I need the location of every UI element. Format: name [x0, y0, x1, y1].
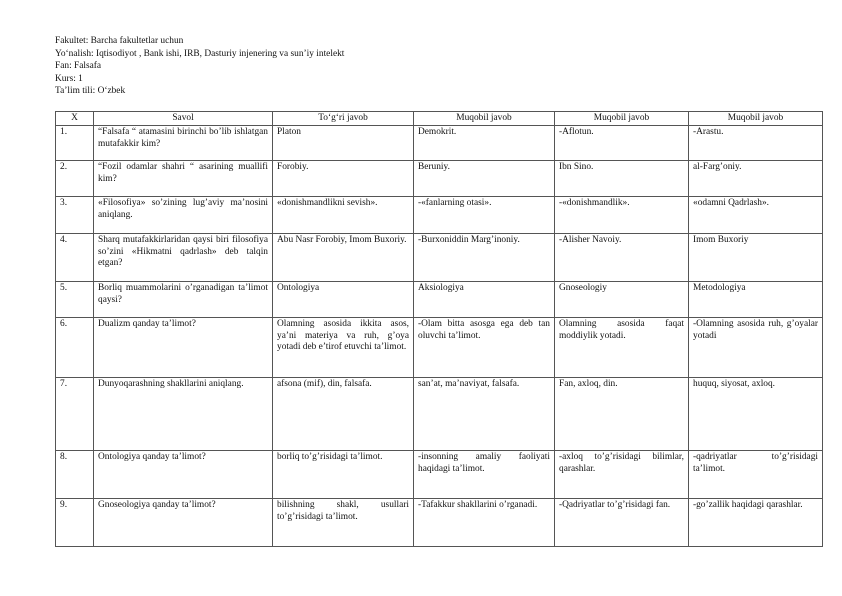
document-header: [55, 36, 344, 99]
alternative-answer-2: -Aflotun.: [555, 126, 689, 161]
alternative-answer-3: al-Farg’oniy.: [689, 161, 823, 197]
correct-answer: afsona (mif), din, falsafa.: [273, 378, 414, 451]
alternative-answer-2: Gnoseologiy: [555, 282, 689, 318]
question-text: Borliq muammolarini o’rganadigan ta’limot qaysi?: [94, 282, 273, 318]
question-number: 7.: [56, 378, 94, 451]
alternative-answer-2: Fan, axloq, din.: [555, 378, 689, 451]
alternative-answer-1: -Olam bitta asosga ega deb tan oluvchi ta’limot.: [414, 318, 555, 378]
column-header-question: Savol: [94, 112, 273, 126]
alternative-answer-1: -«fanlarning otasi».: [414, 197, 555, 234]
alternative-answer-3: -qadriyatlar to’g’risidagi ta’limot.: [689, 451, 823, 499]
alternative-answer-3: Metodologiya: [689, 282, 823, 318]
question-number: 9.: [56, 499, 94, 547]
table-row: [56, 378, 823, 451]
question-text: Ontologiya qanday ta’limot?: [94, 451, 273, 499]
faculty-line: Fakultet: Barcha fakultetlar uchun: [55, 36, 184, 46]
table-row: [56, 161, 823, 197]
column-header-number: X: [56, 112, 94, 126]
question-text: “Falsafa “ atamasini birinchi bo’lib ishlatgan mutafakkir kim?: [94, 126, 273, 161]
column-header-alternative-1: Muqobil javob: [414, 112, 555, 126]
alternative-answer-1: Beruniy.: [414, 161, 555, 197]
alternative-answer-1: -Burxoniddin Marg’inoniy.: [414, 234, 555, 282]
alternative-answer-1: Aksiologiya: [414, 282, 555, 318]
alternative-answer-2: -axloq to’g’risidagi bilimlar, qarashlar.: [555, 451, 689, 499]
questions-table: [55, 111, 823, 547]
alternative-answer-2: -Alisher Navoiy.: [555, 234, 689, 282]
alternative-answer-3: -go’zallik haqidagi qarashlar.: [689, 499, 823, 547]
column-header-alternative-2: Muqobil javob: [555, 112, 689, 126]
question-number: 3.: [56, 197, 94, 234]
table-header-row: [56, 112, 823, 126]
correct-answer: Platon: [273, 126, 414, 161]
direction-line: Yo‘nalish: Iqtisodiyot , Bank ishi, IRB, Dasturiy injenering va sun’iy intelekt: [55, 48, 345, 59]
question-number: 4.: [56, 234, 94, 282]
alternative-answer-1: -Tafakkur shakllarini o’rganadi.: [414, 499, 555, 547]
correct-answer: Abu Nasr Forobiy, Imom Buxoriy.: [273, 234, 414, 282]
course-line: Kurs: 1: [55, 73, 83, 84]
question-number: 8.: [56, 451, 94, 499]
subject-line: Fan: Falsafa: [55, 61, 102, 71]
question-text: Dualizm qanday ta’limot?: [94, 318, 273, 378]
alternative-answer-3: Imom Buxoriy: [689, 234, 823, 282]
alternative-answer-3: huquq, siyosat, axloq.: [689, 378, 823, 451]
alternative-answer-1: san’at, ma’naviyat, falsafa.: [414, 378, 555, 451]
question-number: 2.: [56, 161, 94, 197]
question-number: 1.: [56, 126, 94, 161]
alternative-answer-1: Demokrit.: [414, 126, 555, 161]
correct-answer: «donishmandlikni sevish».: [273, 197, 414, 234]
alternative-answer-2: Ibn Sino.: [555, 161, 689, 197]
alternative-answer-3: -Arastu.: [689, 126, 823, 161]
question-text: Dunyoqarashning shakllarini aniqlang.: [94, 378, 273, 451]
question-text: Sharq mutafakkirlaridan qaysi biri filosofiya so’zini «Hikmatni qadrlash» deb talqin etgan?: [94, 234, 273, 282]
table-row: [56, 197, 823, 234]
question-text: “Fozil odamlar shahri “ asarining muallifi kim?: [94, 161, 273, 197]
column-header-alternative-3: Muqobil javob: [689, 112, 823, 126]
table-row: [56, 318, 823, 378]
alternative-answer-3: -Olamning asosida ruh, g’oyalar yotadi: [689, 318, 823, 378]
alternative-answer-3: «odamni Qadrlash».: [689, 197, 823, 234]
correct-answer: Forobiy.: [273, 161, 414, 197]
table-row: [56, 282, 823, 318]
language-line: Ta’lim tili: O‘zbek: [55, 86, 126, 96]
table-row: [56, 499, 823, 547]
table-row: [56, 234, 823, 282]
alternative-answer-1: -insonning amaliy faoliyati haqidagi ta’limot.: [414, 451, 555, 499]
question-text: Gnoseologiya qanday ta’limot?: [94, 499, 273, 547]
correct-answer: bilishning shakl, usullari to’g’risidagi ta’limot.: [273, 499, 414, 547]
correct-answer: Ontologiya: [273, 282, 414, 318]
correct-answer: Olamning asosida ikkita asos, ya’ni materiya va ruh, g’oya yotadi deb e’tirof etuvchi ta’limot.: [273, 318, 414, 378]
table-row: [56, 451, 823, 499]
table-row: [56, 126, 823, 161]
question-number: 5.: [56, 282, 94, 318]
question-number: 6.: [56, 318, 94, 378]
alternative-answer-2: -Qadriyatlar to’g’risidagi fan.: [555, 499, 689, 547]
column-header-correct-answer: To‘g‘ri javob: [273, 112, 414, 126]
alternative-answer-2: -«donishmandlik».: [555, 197, 689, 234]
alternative-answer-2: Olamning asosida faqat moddiylik yotadi.: [555, 318, 689, 378]
correct-answer: borliq to’g’risidagi ta’limot.: [273, 451, 414, 499]
question-text: «Filosofiya» so’zining lug’aviy ma’nosini aniqlang.: [94, 197, 273, 234]
